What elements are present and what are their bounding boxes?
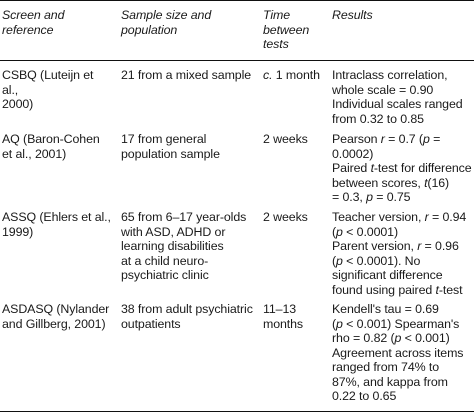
cell-screen: ASDASQ (Nylander and Gillberg, 2001) <box>2 302 110 331</box>
cell-sample: 21 from a mixed sample <box>121 68 252 82</box>
cell-screen: ASSQ (Ehlers et al., 1999) <box>2 210 111 239</box>
cell-sample: 17 from general population sample <box>121 132 220 161</box>
cell-time: 2 weeks <box>263 210 308 224</box>
cell-time: 2 weeks <box>263 132 308 146</box>
cell-screen: AQ (Baron-Cohen et al., 2001) <box>2 132 100 161</box>
cell-sample: 65 from 6–17 year-olds with ASD, ADHD or learning disabilities at a child neuro- psychiatric clinic <box>121 210 247 282</box>
header-results: Results <box>332 8 373 22</box>
cell-results: Pearson r = 0.7 (p = 0.0002) Paired t-test for difference between scores, t(16) = 0.3, p = 0.75 <box>332 132 472 204</box>
cell-results: Intraclass correlation, whole scale = 0.90 Individual scales ranged from 0.32 to 0.85 <box>332 68 463 126</box>
table-bottom-rule <box>0 411 474 412</box>
header-time: Time between tests <box>263 8 310 51</box>
cell-time: 11–13 months <box>263 302 304 331</box>
cell-results: Teacher version, r = 0.94 (p < 0.0001) Parent version, r = 0.96 (p < 0.0001). No significant difference found using paired t-test <box>332 210 467 297</box>
cell-results: Kendell's tau = 0.69 (p < 0.001) Spearman's rho = 0.82 (p < 0.001) Agreement across items ranged from 74% to 87%, and kappa from 0.22 to 0.65 <box>332 302 464 403</box>
table-top-rule <box>0 0 474 1</box>
cell-time: c. 1 month <box>263 68 320 82</box>
cell-sample: 38 from adult psychiatric outpatients <box>121 302 253 331</box>
cell-screen: CSBQ (Luteijn et al., 2000) <box>2 68 94 111</box>
header-rule <box>0 60 474 61</box>
header-sample: Sample size and population <box>121 8 212 37</box>
header-screen: Screen and reference <box>2 8 65 37</box>
